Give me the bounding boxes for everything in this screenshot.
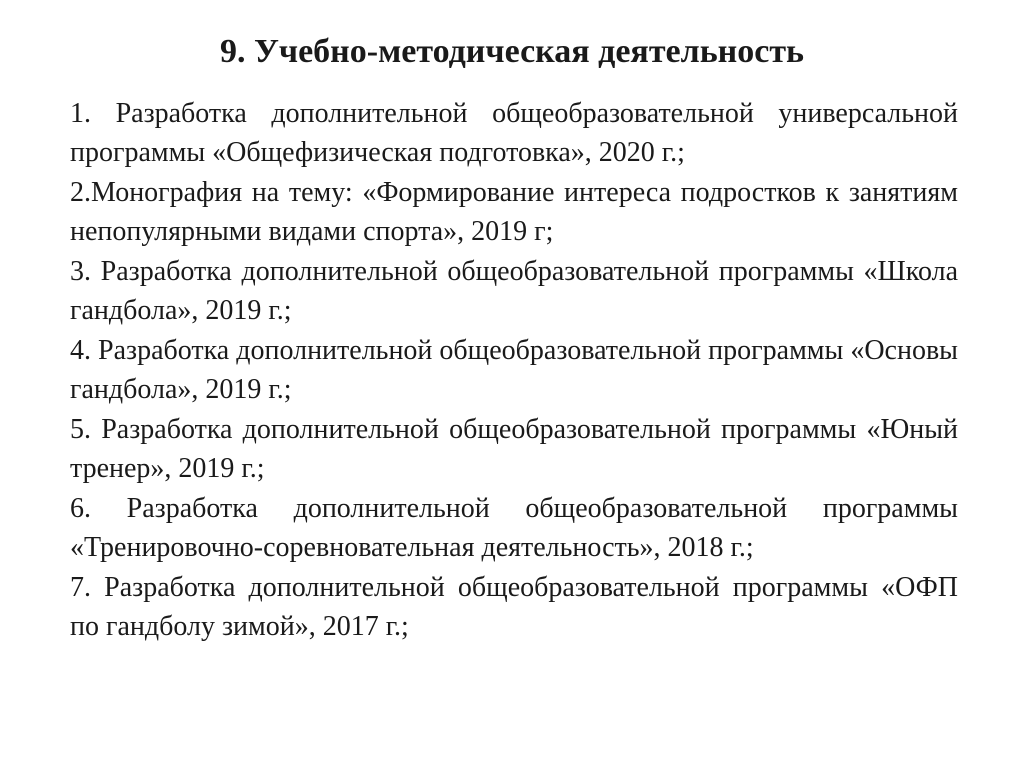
list-item: 6. Разработка дополнительной общеобразовательной программы «Тренировочно-соревновательная деятельность», 2018 г.; — [70, 493, 958, 563]
slide-title: 9. Учебно-методическая деятельность — [219, 33, 805, 70]
list-item: 4. Разработка дополнительной общеобразовательной программы «Основы гандбола», 2019 г.; — [70, 335, 958, 405]
activity-list — [70, 94, 958, 647]
list-item: 3. Разработка дополнительной общеобразовательной программы «Школа гандбола», 2019 г.; — [70, 256, 958, 326]
list-item: 5. Разработка дополнительной общеобразовательной программы «Юный тренер», 2019 г.; — [70, 414, 958, 484]
list-item: 1. Разработка дополнительной общеобразовательной универсальной программы «Общефизическая подготовка», 2020 г.; — [70, 98, 958, 168]
list-item: 7. Разработка дополнительной общеобразовательной программы «ОФП по гандболу зимой», 2017 г.; — [70, 572, 958, 642]
list-item: 2.Монография на тему: «Формирование интереса подростков к занятиям непопулярными видами спорта», 2019 г; — [70, 177, 958, 247]
